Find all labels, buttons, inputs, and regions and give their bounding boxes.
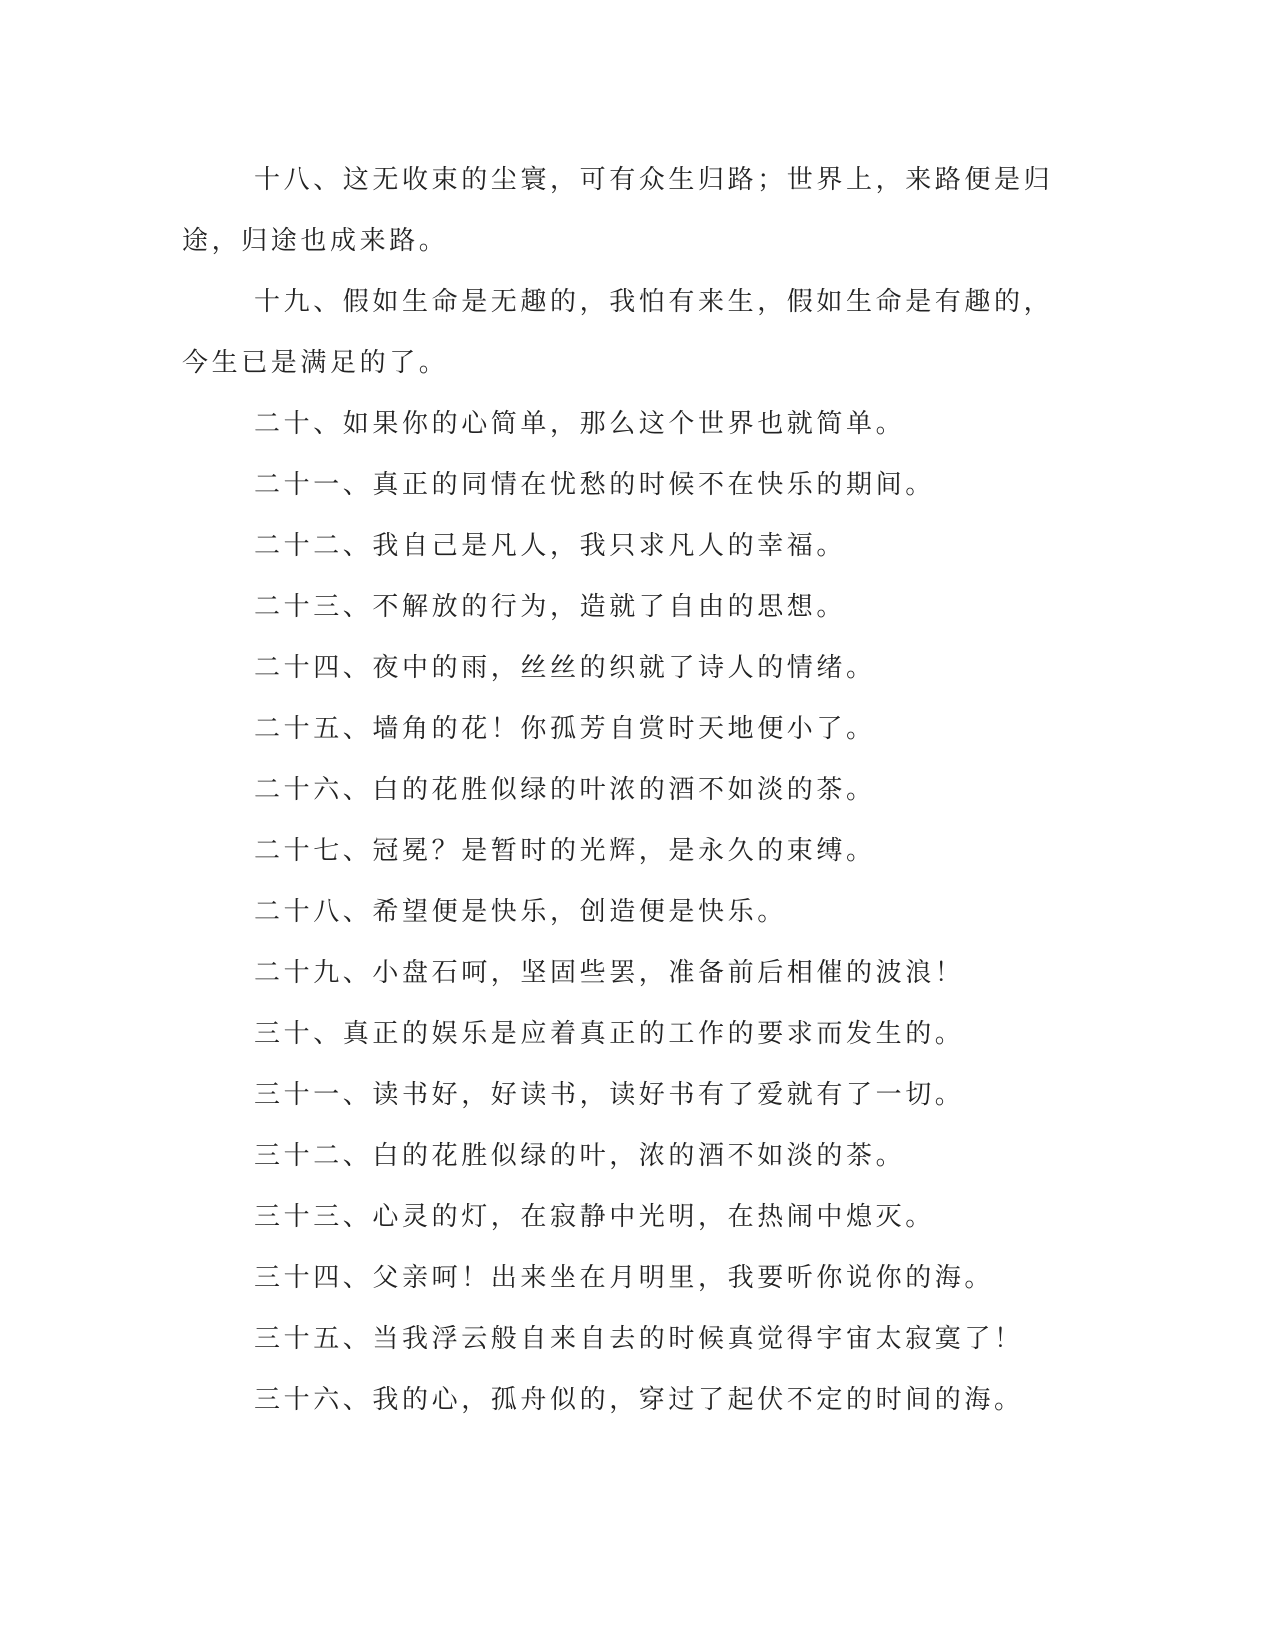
quote-paragraph-30: 三十、真正的娱乐是应着真正的工作的要求而发生的。	[254, 1019, 965, 1049]
quote-paragraph-31: 三十一、读书好，好读书，读好书有了爱就有了一切。	[254, 1080, 965, 1110]
quote-paragraph-23: 二十三、不解放的行为，造就了自由的思想。	[254, 592, 847, 622]
quote-paragraph-18: 十八、这无收束的尘寰，可有众生归路；世界上，来路便是归途，归途也成来路。	[182, 165, 1054, 256]
quote-paragraph-20: 二十、如果你的心简单，那么这个世界也就简单。	[254, 409, 906, 439]
quote-paragraph-26: 二十六、白的花胜似绿的叶浓的酒不如淡的茶。	[254, 775, 876, 805]
quote-paragraph-27: 二十七、冠冕？是暂时的光辉，是永久的束缚。	[254, 836, 876, 866]
quote-paragraph-34: 三十四、父亲呵！出来坐在月明里，我要听你说你的海。	[254, 1263, 995, 1293]
quote-paragraph-32: 三十二、白的花胜似绿的叶，浓的酒不如淡的茶。	[254, 1141, 906, 1171]
quote-paragraph-21: 二十一、真正的同情在忧愁的时候不在快乐的期间。	[254, 470, 935, 500]
quote-paragraph-19: 十九、假如生命是无趣的，我怕有来生，假如生命是有趣的，今生已是满足的了。	[182, 287, 1054, 378]
quote-paragraph-36: 三十六、我的心，孤舟似的，穿过了起伏不定的时间的海。	[254, 1385, 1024, 1415]
quote-paragraph-35: 三十五、当我浮云般自来自去的时候真觉得宇宙太寂寞了！	[254, 1324, 1024, 1354]
quote-paragraph-22: 二十二、我自己是凡人，我只求凡人的幸福。	[254, 531, 847, 561]
quote-paragraph-25: 二十五、墙角的花！你孤芳自赏时天地便小了。	[254, 714, 876, 744]
quote-paragraph-28: 二十八、希望便是快乐，创造便是快乐。	[254, 897, 787, 927]
document-body	[182, 150, 1062, 1431]
quote-paragraph-29: 二十九、小盘石呵，坚固些罢，准备前后相催的波浪！	[254, 958, 965, 988]
quote-paragraph-24: 二十四、夜中的雨，丝丝的织就了诗人的情绪。	[254, 653, 876, 683]
quote-paragraph-33: 三十三、心灵的灯，在寂静中光明，在热闹中熄灭。	[254, 1202, 935, 1232]
